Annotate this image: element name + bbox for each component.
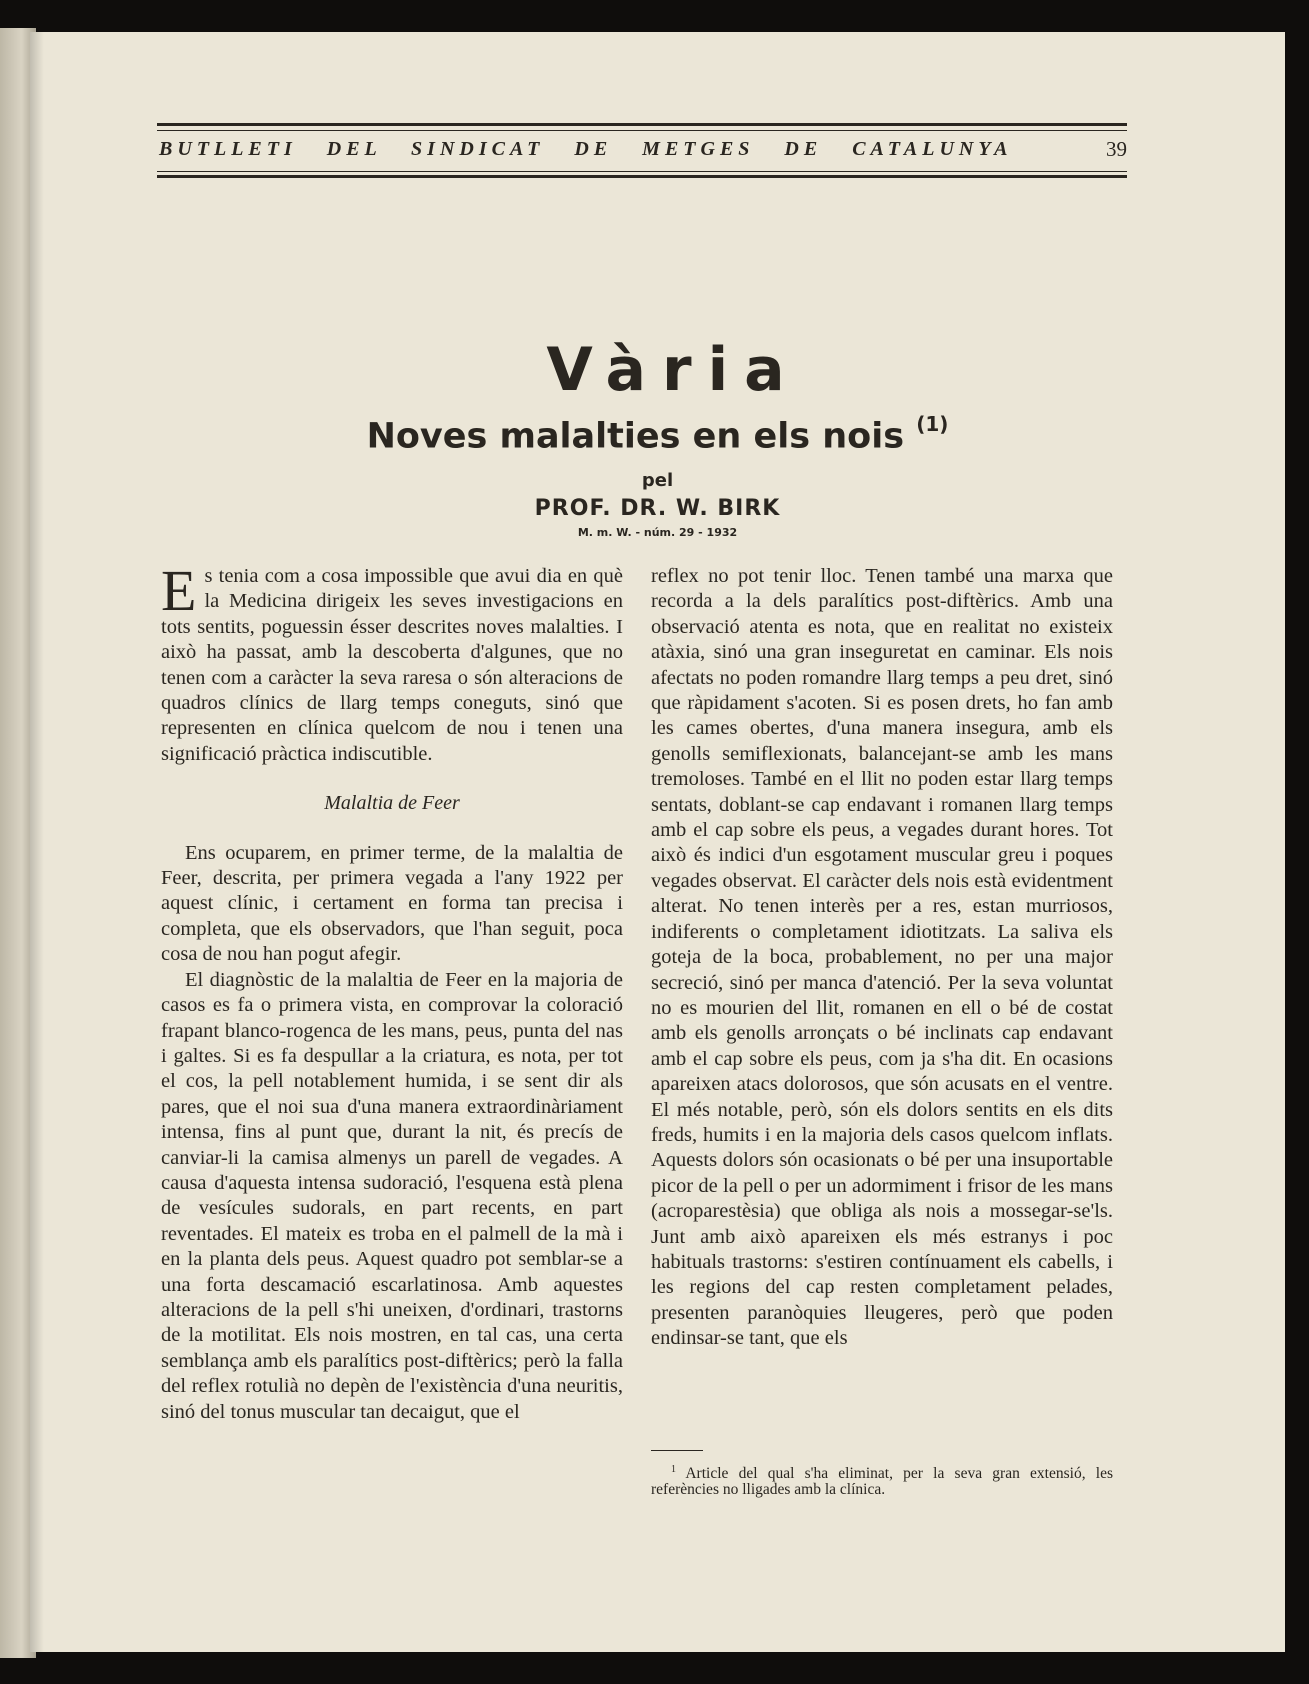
right-column	[651, 564, 1113, 1352]
intro-paragraph	[161, 558, 623, 767]
header-rule-bottom-thin	[157, 171, 1127, 172]
page-number: 39	[1106, 137, 1127, 161]
body-paragraph-2: El diagnòstic de la malaltia de Feer en la majoria de casos es fa o primera vista, en comprovar la coloració frapant blanco-rogenca de les mans, peus, punta del nas i galtes. Si es fa despullar a la criatura, es nota, per tot el cos, la pell notablement humida, i se sent dir als pares, que el noi sua d'una manera extraordinàriament intensa, fins al punt que, durant la nit, és precís de canviar-li la camisa almenys un parell de vegades. A causa d'aquesta intensa sudoració, l'esquena està plena de vesícules sudorals, en part recents, en part reventades. El mateix es troba en el palmell de la mà i en la planta dels peus. Aquest quadro pot semblar-se a una forta descamació escarlatinosa. Amb aquestes alteracions de la pell s'hi uneixen, d'ordinari, trastorns de la motilitat. Els nois mostren, en tal cas, una certa semblança amb els paralítics post-diftèrics; però la falla del reflex rotulià no depèn de l'existència d'una neuritis, sinó del tonus muscular tan decaigut, que el	[161, 968, 623, 1423]
footnote	[651, 1462, 1113, 1498]
footnote-marker: 1	[671, 1464, 676, 1475]
left-column	[161, 558, 623, 1425]
footnote-text: Article del qual s'ha eliminat, per la seva gran extensió, les referències no lligades amb la clínica.	[651, 1465, 1113, 1499]
page-gutter-shadow	[30, 32, 44, 1652]
footnote-rule	[651, 1450, 703, 1451]
header-rule-top-thick	[157, 123, 1127, 126]
section-title: Vària	[546, 335, 801, 405]
subheading: Malaltia de Feer	[324, 792, 460, 815]
header-rule-top-thin	[157, 130, 1127, 131]
header-rule-bottom-thick	[157, 175, 1127, 178]
source-citation: M. m. W. - núm. 29 - 1932	[577, 526, 738, 539]
article-title	[30, 412, 1285, 457]
body-paragraph-1: Ens ocuparem, en primer terme, de la malaltia de Feer, descrita, per primera vegada a l'any 1922 per aquest clínic, i certament en forma tan precisa i completa, que els observadors, que l'han seguit, poca cosa de nou han pogut afegir.	[161, 841, 623, 966]
intro-text: s tenia com a cosa impossible que avui dia en què la Medicina dirigeix les seves investigacions en tots sentits, poguessin ésser descrites noves malalties. I això ha passat, amb la descoberta d'algunes, que no tenen com a caràcter la seva raresa o són alteracions de quadros clínics de llarg temps coneguts, sinó que representen en clínica quelcom de nou i tenen una significació pràctica indiscutible.	[161, 565, 623, 765]
author-name: PROF. DR. W. BIRK	[534, 496, 781, 521]
drop-cap: E	[161, 558, 197, 623]
title-footnote-marker: (1)	[916, 412, 949, 436]
book-page	[30, 32, 1285, 1652]
byline-prefix: pel	[641, 470, 674, 491]
running-header	[157, 123, 1127, 183]
article-title-text: Noves malalties en els nois	[366, 416, 905, 457]
journal-title: BUTLLETI DEL SINDICAT DE METGES DE CATALUNYA	[159, 138, 1013, 160]
continuation-paragraph: reflex no pot tenir lloc. Tenen també una marxa que recorda a la dels paralítics post-diftèrics. Amb una observació atenta es nota, que en realitat no existeix atàxia, sinó una gran inseguretat en caminar. Els nois afectats no poden romandre llarg temps a peu dret, sinó que ràpidament s'acoten. Si es posen drets, ho fan amb les cames obertes, d'una manera insegura, amb els genolls semiflexionats, balancejant-se amb les mans tremoloses. També en el llit no poden estar llarg temps sentats, doblant-se cap endavant i romanen llarg temps amb el cap sobre els peus, a vegades durant hores. Tot això és indici d'un esgotament muscular greu i poques vegades observat. El caràcter dels nois està evidentment alterat. No tenen interès per a res, estan murriosos, indiferents o completament idiotitzats. La saliva els goteja de la boca, probablement, no per una major secreció, sinó per manca d'atenció. Per la seva voluntat no es mourien del llit, romanen en ell o bé de costat amb els genolls arronçats o bé inclinats cap endavant amb el cap sobre els peus, com ja s'ha dit. En ocasions apareixen atacs dolorosos, que són acusats en el ventre. El més notable, però, són els dolors sentits en els dits freds, humits i en la majoria dels casos quelcom inflats. Aquests dolors són ocasionats o bé per una insuportable picor de la pell o per un adormiment i frisor de les mans (acroparestèsia) que obliga als nois a mossegar-se'ls. Junt amb això apareixen els més estranys i poc habituals trastorns: s'estiren contínuament els cabells, i les regions del cap resten completament pelades, presenten paranòquies lleugeres, però que poden endinsar-se tant, que els	[651, 565, 1113, 1350]
